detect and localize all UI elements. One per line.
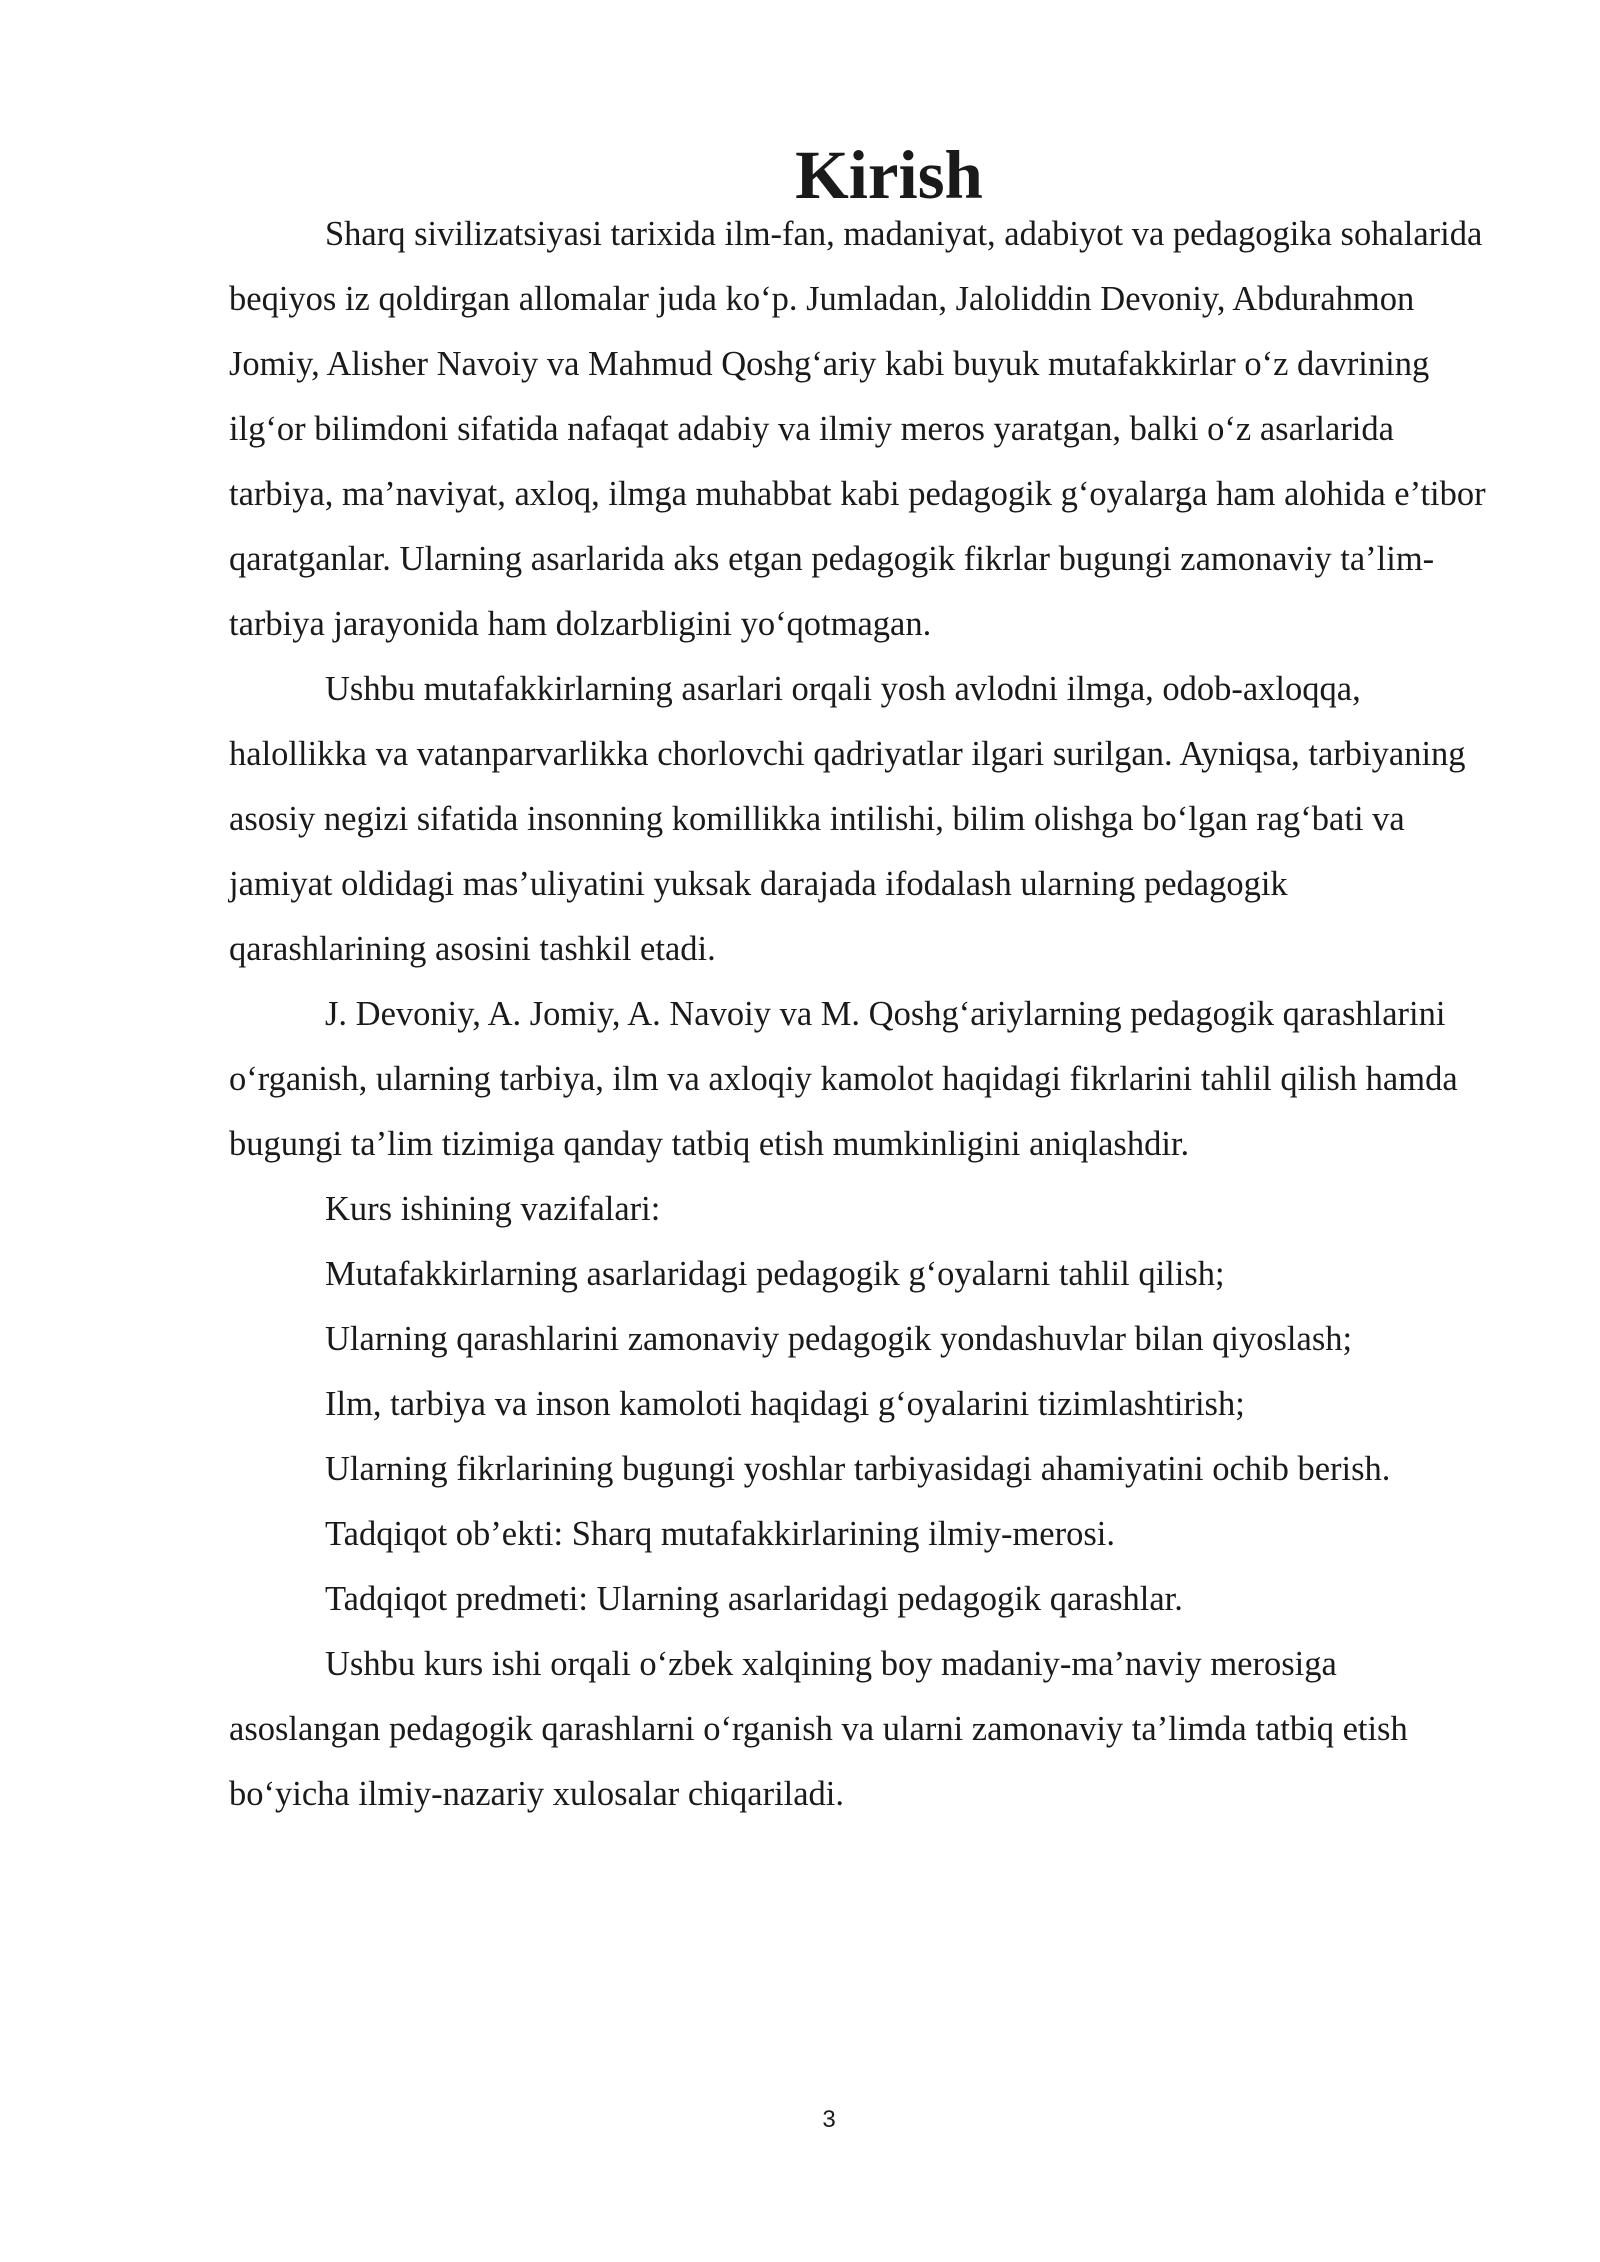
section-title: Kirish	[795, 137, 983, 213]
page-content	[229, 137, 1491, 1827]
paragraph-aim: J. Devoniy, A. Jomiy, A. Navoiy va M. Qoshg‘ariylarning pedagogik qarashlarini o‘rganish, ularning tarbiya, ilm va axloqiy kamolot haqidagi fikrlarini tahlil qilish hamda bugungi ta’lim tizimiga qanday tatbiq etish mumkinligini aniqlashdir.	[229, 995, 1458, 1163]
paragraph-task-4: Ularning fikrlarining bugungi yoshlar tarbiyasidagi ahamiyatini ochib berish.	[325, 1450, 1391, 1488]
paragraph-research-object: Tadqiqot ob’ekti: Sharq mutafakkirlarining ilmiy-merosi.	[325, 1515, 1115, 1553]
paragraph-values: Ushbu mutafakkirlarning asarlari orqali yosh avlodni ilmga, odob-axloqqa, halollikka va vatanparvarlikka chorlovchi qadriyatlar ilgari surilgan. Ayniqsa, tarbiyaning asosiy negizi sifatida insonning komillikka intilishi, bilim olishga bo‘lgan rag‘bati va jamiyat oldidagi mas’uliyatini yuksak darajada ifodalash ularning pedagogik qarashlarining asosini tashkil etadi.	[229, 670, 1466, 968]
paragraph-introduction: Sharq sivilizatsiyasi tarixida ilm-fan, madaniyat, adabiyot va pedagogika sohalarida beqiyos iz qoldirgan allomalar juda ko‘p. Jumladan, Jaloliddin Devoniy, Abdurahmon Jomiy, Alisher Navoiy va Mahmud Qoshg‘ariy kabi buyuk mutafakkirlar o‘z davrining ilg‘or bilimdoni sifatida nafaqat adabiy va ilmiy meros yaratgan, balki o‘z asarlarida tarbiya, ma’naviyat, axloq, ilmga muhabbat kabi pedagogik g‘oyalarga ham alohida e’tibor qaratganlar. Ularning asarlarida aks etgan pedagogik fikrlar bugungi zamonaviy ta’lim-tarbiya jarayonida ham dolzarbligini yo‘qotmagan.	[229, 215, 1486, 643]
paragraph-task-3: Ilm, tarbiya va inson kamoloti haqidagi g‘oyalarini tizimlashtirish;	[325, 1385, 1245, 1423]
paragraph-task-2: Ularning qarashlarini zamonaviy pedagogik yondashuvlar bilan qiyoslash;	[325, 1320, 1353, 1358]
paragraph-research-subject: Tadqiqot predmeti: Ularning asarlaridagi pedagogik qarashlar.	[325, 1580, 1183, 1618]
paragraph-conclusion: Ushbu kurs ishi orqali o‘zbek xalqining boy madaniy-ma’naviy merosiga asoslangan pedagogik qarashlarni o‘rganish va ularni zamonaviy ta’limda tatbiq etish bo‘yicha ilmiy-nazariy xulosalar chiqariladi.	[229, 1645, 1408, 1813]
page-number: 3	[822, 2106, 836, 2133]
paragraph-task-1: Mutafakkirlarning asarlaridagi pedagogik g‘oyalarni tahlil qilish;	[325, 1255, 1225, 1293]
paragraph-tasks-heading: Kurs ishining vazifalari:	[325, 1190, 661, 1228]
